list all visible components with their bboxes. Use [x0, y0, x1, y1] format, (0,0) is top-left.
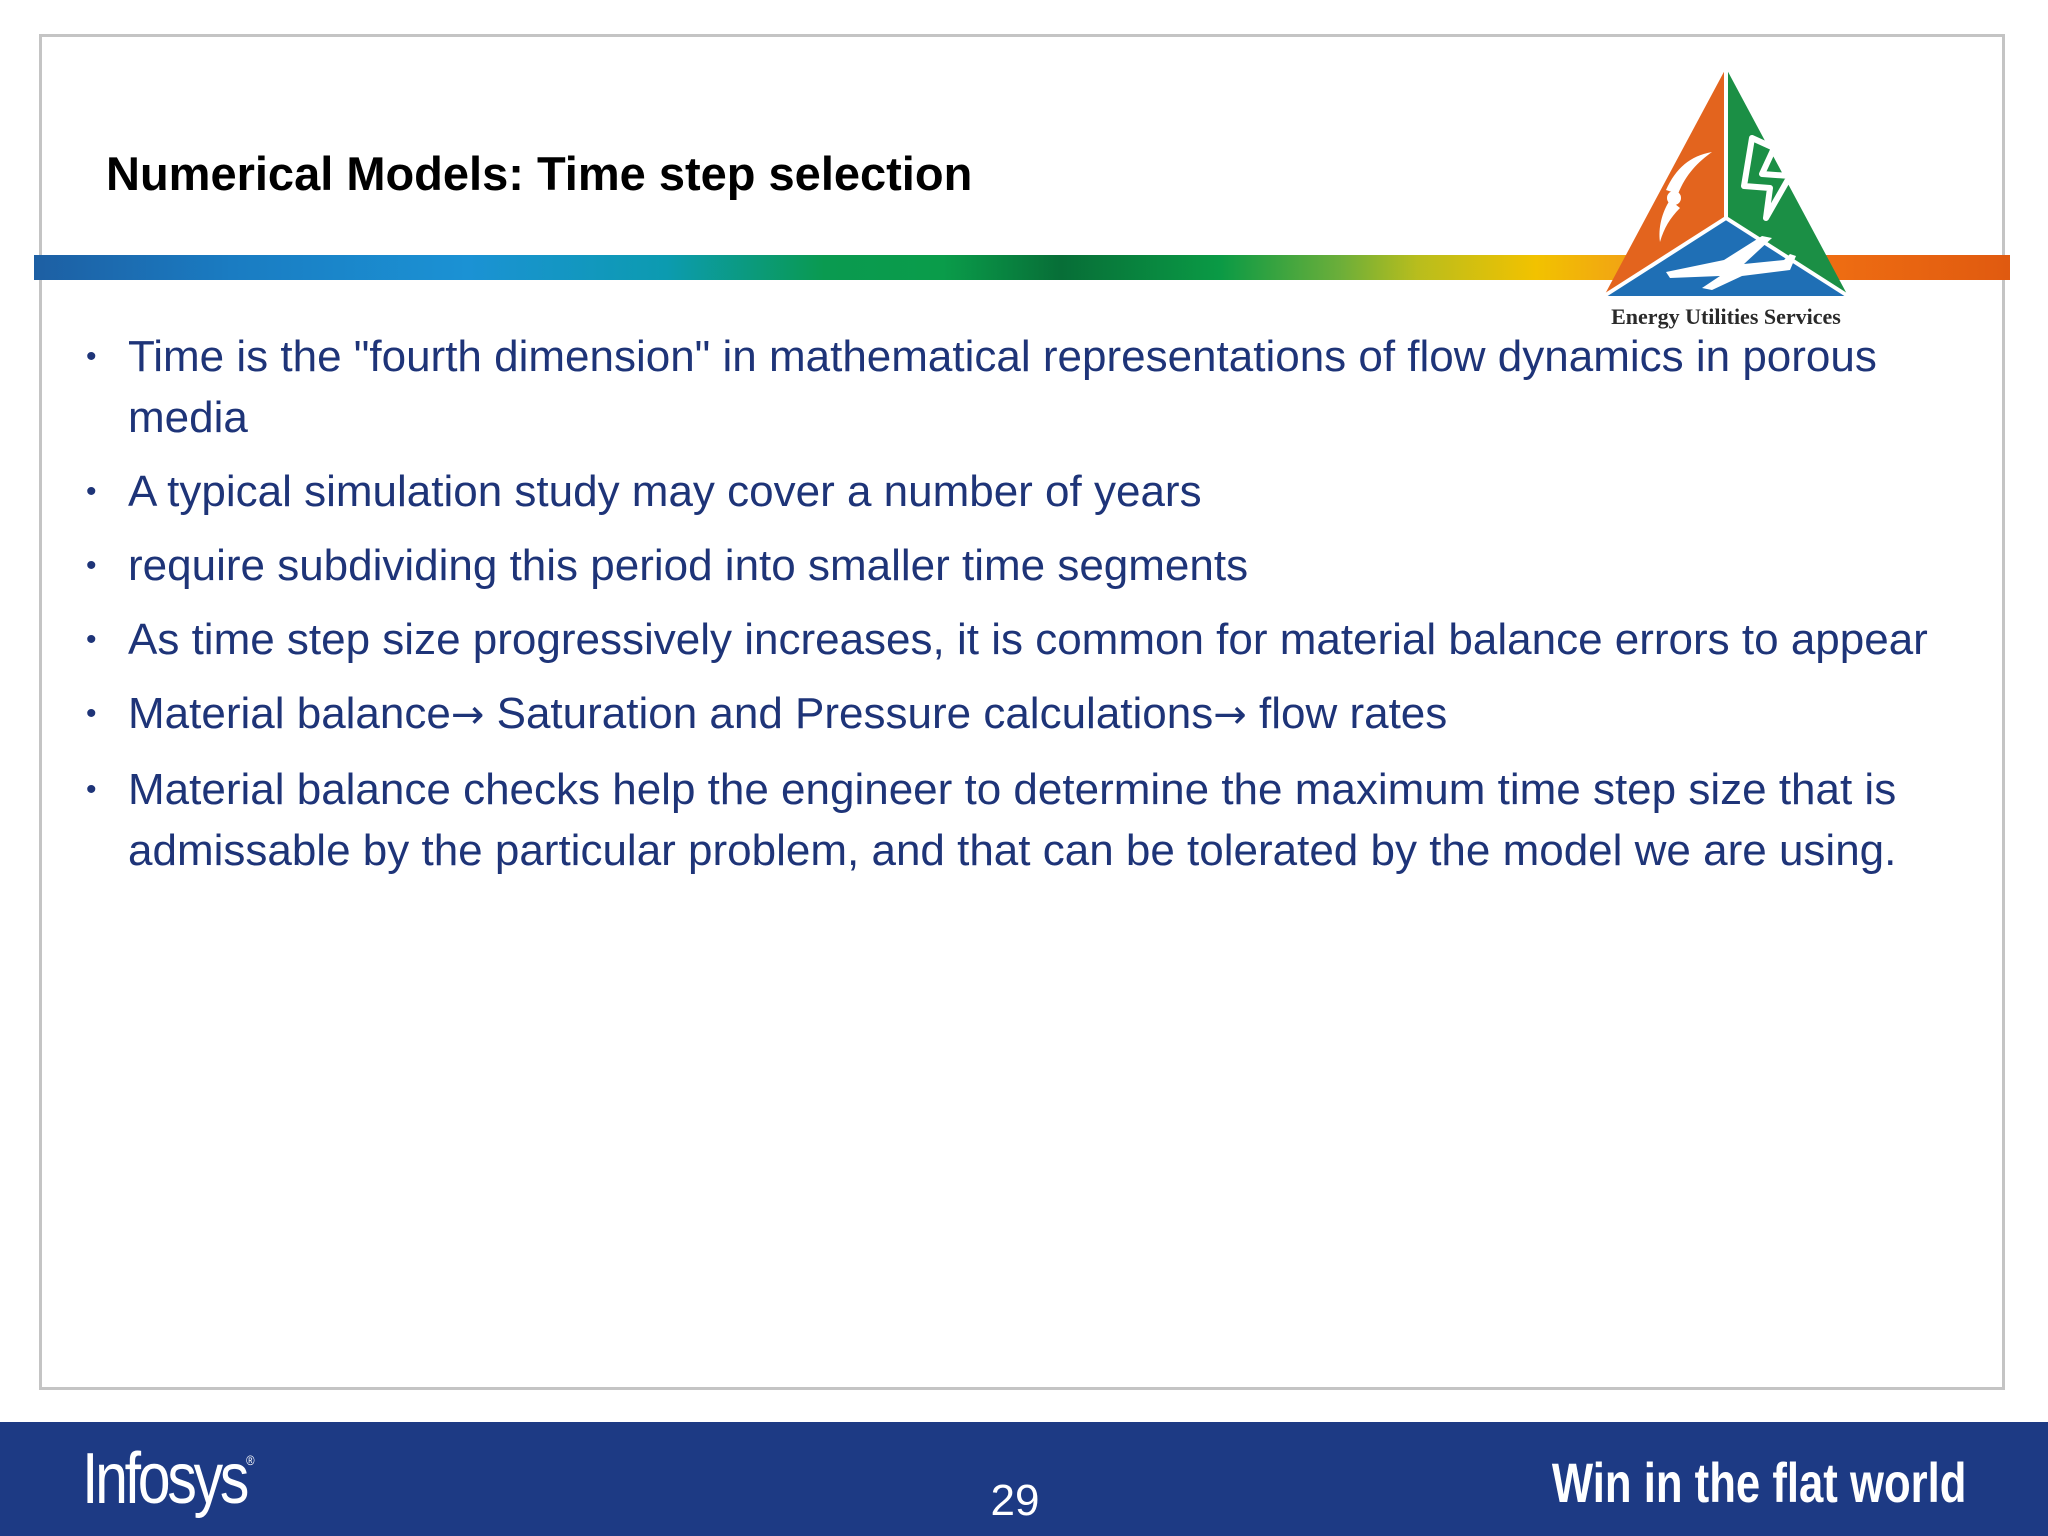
bullet-marker: • [86, 623, 97, 656]
bullet-text-part: Saturation and Pressure calculations [484, 689, 1214, 738]
right-arrow-icon: → [1213, 692, 1247, 738]
bullet-marker: • [86, 697, 97, 730]
bullet-marker: • [86, 475, 97, 508]
slide-title: Numerical Models: Time step selection [106, 147, 973, 200]
bullet-item [84, 326, 1964, 448]
page-number: 29 [990, 1476, 1040, 1525]
bullet-list [84, 326, 1964, 894]
bullet-item [84, 759, 1964, 881]
bullet-item [84, 683, 1964, 746]
bullet-text: As time step size progressively increases, it is common for material balance errors to appear [128, 615, 1928, 664]
bullet-item [84, 609, 1964, 670]
energy-utilities-logo [1594, 28, 1858, 338]
bullet-text: Time is the "fourth dimension" in mathematical representations of flow dynamics in porous media [128, 332, 1877, 442]
bullet-item [84, 461, 1964, 522]
logo-caption: Energy Utilities Services [1611, 304, 1841, 329]
bullet-text-part: flow rates [1246, 689, 1448, 738]
right-arrow-icon: → [450, 692, 485, 738]
registered-mark: ® [246, 1452, 255, 1468]
bullet-text: Material balance checks help the engineer to determine the maximum time step size that is admissable by the particular problem, and that can be tolerated by the model we are using. [128, 765, 1897, 875]
brand-name: Infosys [82, 1439, 247, 1519]
bullet-item [84, 535, 1964, 596]
bullet-marker: • [86, 773, 97, 806]
bullet-marker: • [86, 549, 97, 582]
bullet-text: require subdividing this period into smaller time segments [128, 541, 1249, 590]
bullet-text: A typical simulation study may cover a number of years [128, 467, 1202, 516]
bullet-marker: • [86, 340, 97, 373]
bullet-text-part: Material balance [128, 689, 451, 738]
infosys-logo [82, 1438, 255, 1520]
tagline: Win in the flat world [1551, 1451, 1966, 1514]
